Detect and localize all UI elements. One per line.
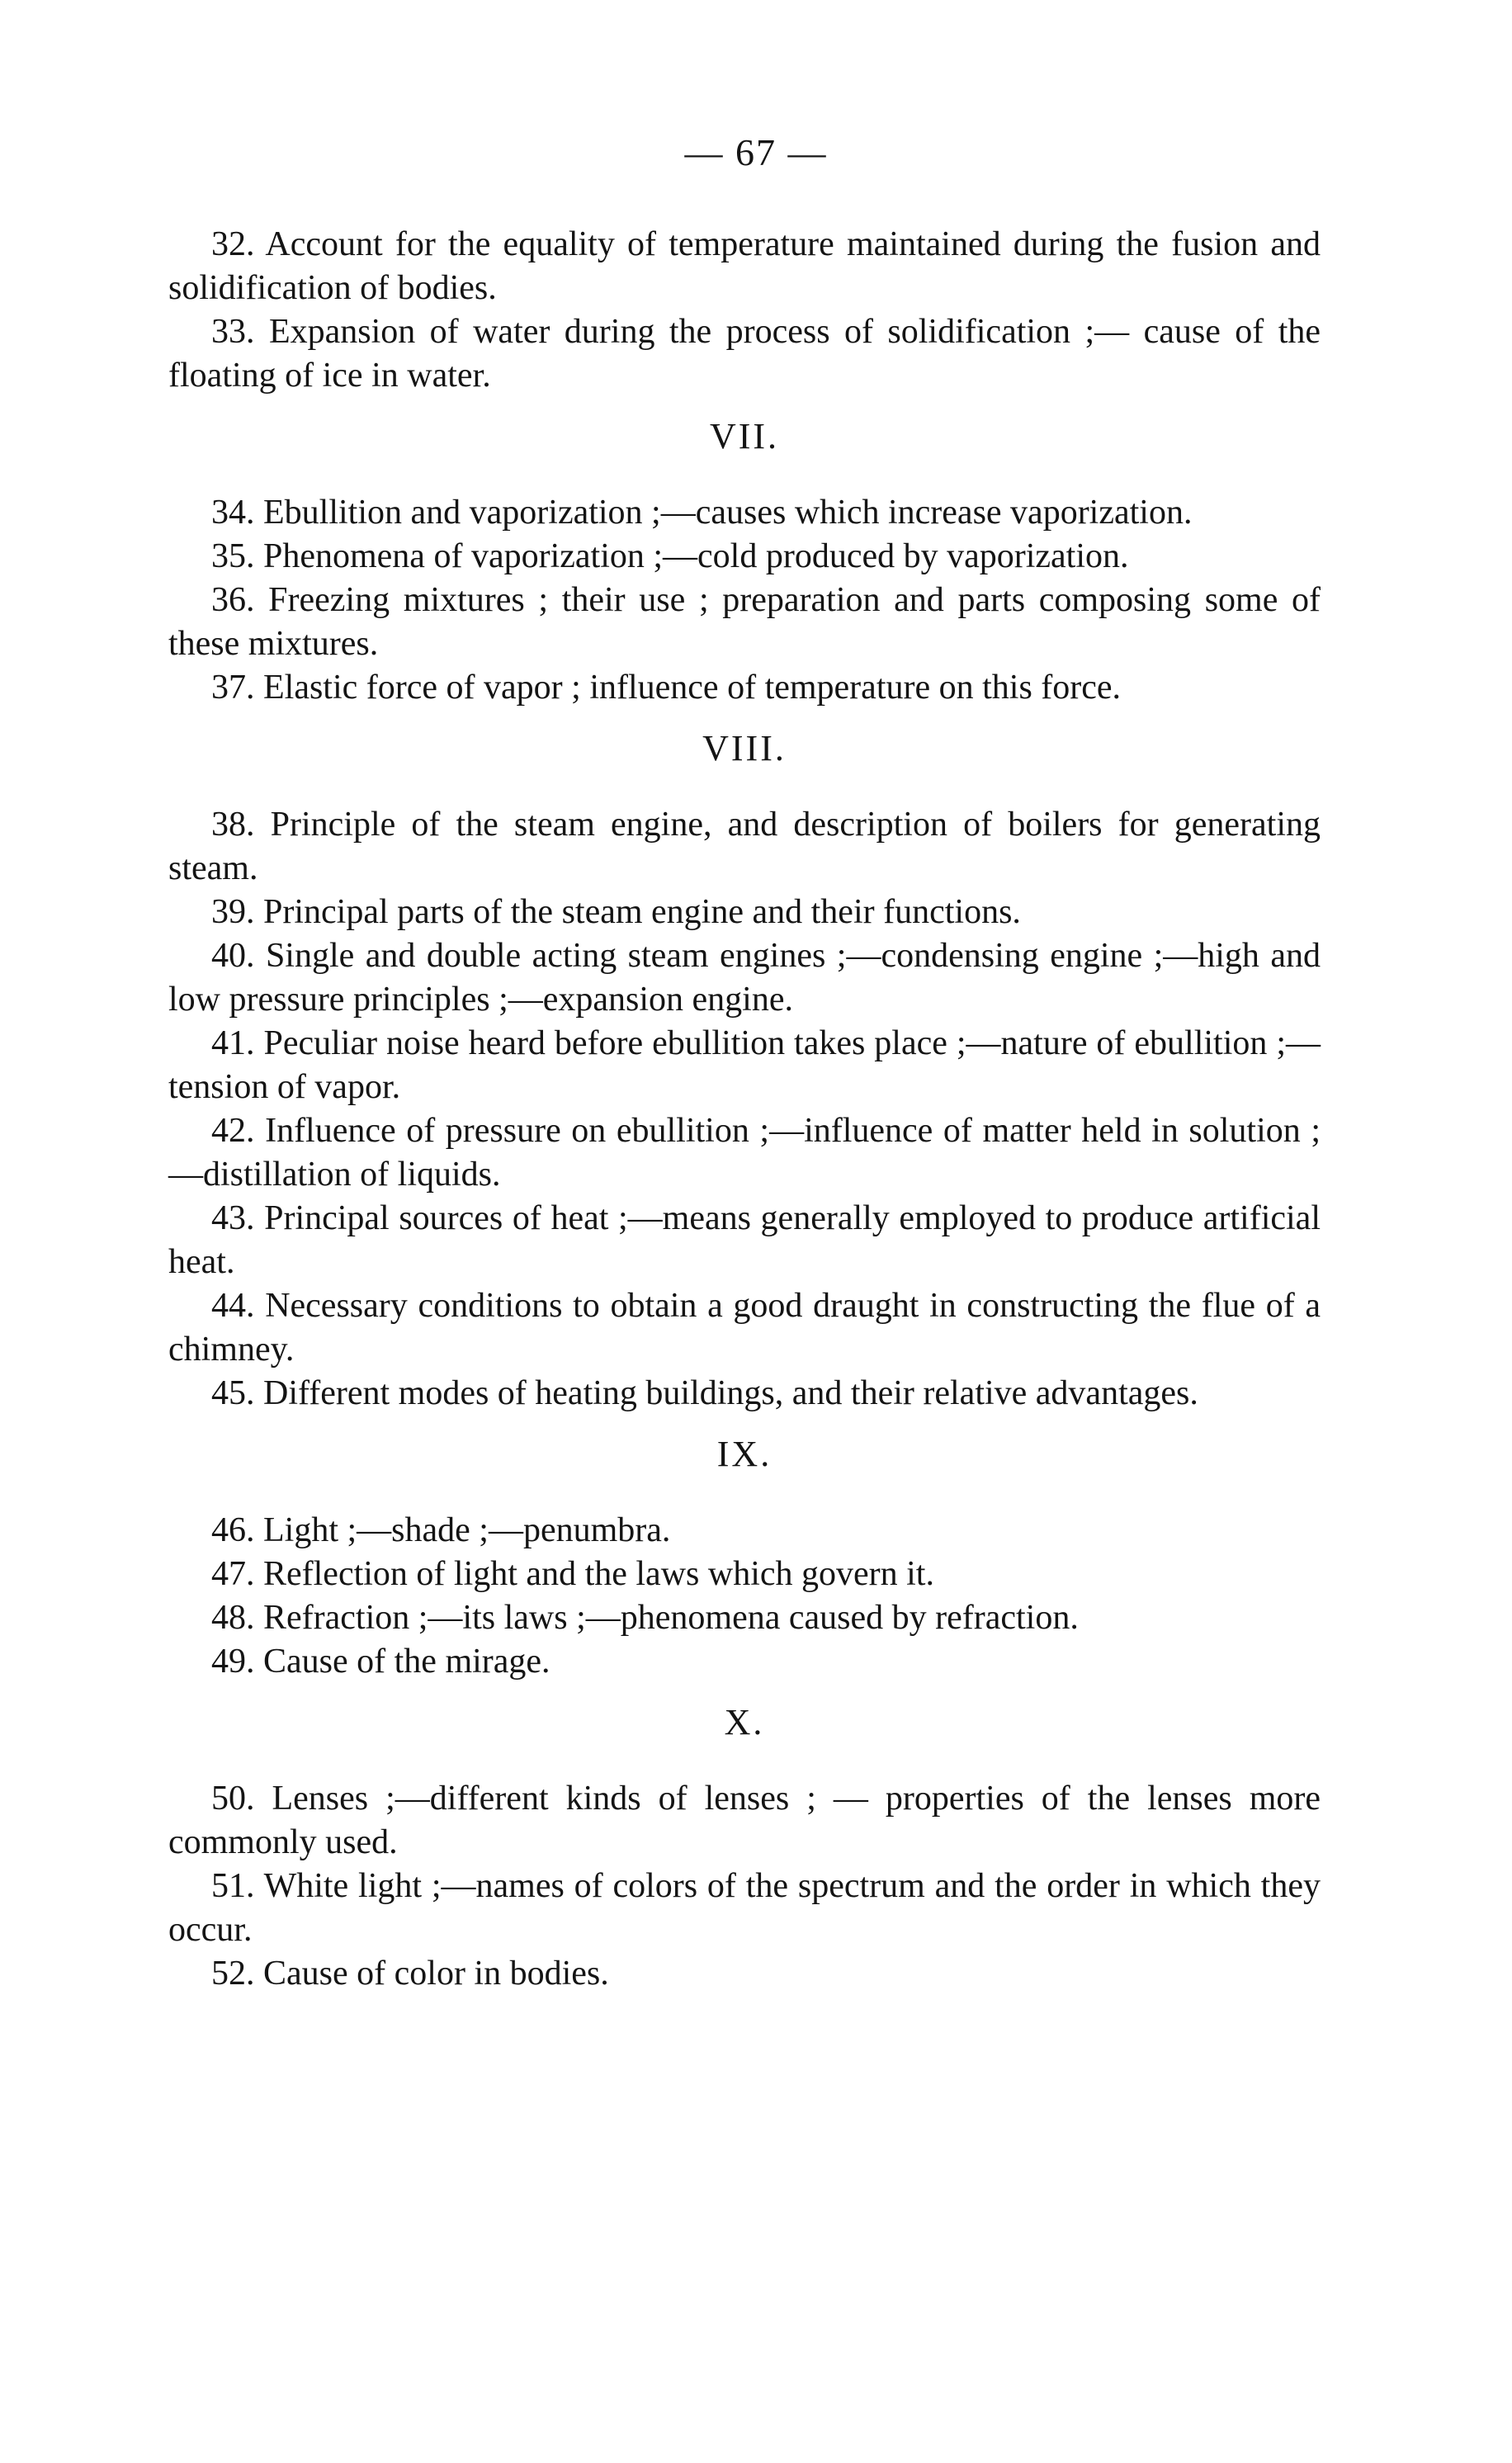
question-list [168, 223, 1321, 1996]
question-text: Elastic force of vapor ; influence of temperature on this force. [263, 669, 1122, 707]
question-text: Light ;—shade ;—penumbra. [263, 1511, 671, 1549]
question-text: Influence of pressure on ebullition ;—influence of matter held in solution ;—distillation of liquids. [168, 1112, 1321, 1194]
question-item [168, 1372, 1321, 1416]
question-item [168, 535, 1321, 579]
question-number: 48. [211, 1599, 255, 1637]
question-item [168, 223, 1321, 310]
question-item [168, 1197, 1321, 1284]
question-item [168, 891, 1321, 934]
question-text: Necessary conditions to obtain a good draught in constructing the flue of a chimney. [168, 1287, 1321, 1369]
question-number: 50. [211, 1780, 255, 1818]
question-item [168, 491, 1321, 535]
question-number: 44. [211, 1287, 255, 1325]
question-item [168, 579, 1321, 666]
question-item [168, 1022, 1321, 1109]
question-number: 36. [211, 581, 255, 619]
question-text: Principal parts of the steam engine and their functions. [263, 893, 1021, 931]
question-text: Peculiar noise heard before ebullition takes place ;—nature of ebullition ;— tension of vapor. [168, 1024, 1321, 1106]
question-number: 43. [211, 1199, 255, 1237]
section-heading: VII. [709, 416, 780, 456]
question-item [168, 1284, 1321, 1372]
section-heading: IX. [716, 1434, 773, 1474]
question-number: 34. [211, 494, 255, 532]
question-number: 47. [211, 1555, 255, 1593]
question-number: 38. [211, 806, 255, 844]
question-item [168, 1777, 1321, 1865]
question-item [168, 1640, 1321, 1684]
question-item [168, 1509, 1321, 1553]
question-item [168, 1952, 1321, 1996]
question-number: 51. [211, 1867, 255, 1905]
question-text: Cause of the mirage. [263, 1643, 550, 1681]
question-number: 45. [211, 1374, 255, 1412]
question-text: Single and double acting steam engines ;—condensing engine ;—high and low pressure principles ;—expansion engine. [168, 937, 1321, 1019]
page-number: — 67 — [684, 131, 828, 173]
question-item [168, 1553, 1321, 1596]
question-item [168, 1865, 1321, 1952]
question-number: 32. [211, 225, 255, 263]
question-text: Refraction ;—its laws ;—phenomena caused by refraction. [263, 1599, 1079, 1637]
question-number: 40. [211, 937, 255, 975]
question-number: 39. [211, 893, 255, 931]
question-text: Different modes of heating buildings, and their relative advantages. [263, 1374, 1198, 1412]
question-number: 33. [211, 313, 255, 351]
question-text: Reflection of light and the laws which govern it. [263, 1555, 934, 1593]
question-text: White light ;—names of colors of the spectrum and the order in which they occur. [168, 1867, 1321, 1949]
question-text: Account for the equality of temperature maintained during the fusion and solidification of bodies. [168, 225, 1321, 307]
section-heading: VIII. [702, 728, 787, 768]
question-item [168, 1109, 1321, 1197]
question-number: 52. [211, 1955, 255, 1993]
question-number: 37. [211, 669, 255, 707]
question-text: Expansion of water during the process of solidification ;— cause of the floating of ice in water. [168, 313, 1321, 395]
question-item [168, 666, 1321, 710]
question-number: 49. [211, 1643, 255, 1681]
question-item [168, 934, 1321, 1022]
section-heading: X. [724, 1702, 765, 1742]
question-item [168, 1596, 1321, 1640]
question-number: 35. [211, 537, 255, 575]
question-text: Lenses ;—different kinds of lenses ; — properties of the lenses more commonly used. [168, 1780, 1321, 1861]
question-text: Freezing mixtures ; their use ; preparation and parts composing some of these mixtures. [168, 581, 1321, 663]
question-number: 42. [211, 1112, 255, 1150]
question-number: 46. [211, 1511, 255, 1549]
question-text: Ebullition and vaporization ;—causes which increase vaporization. [263, 494, 1193, 532]
question-text: Cause of color in bodies. [263, 1955, 609, 1993]
question-text: Phenomena of vaporization ;—cold produced by vaporization. [263, 537, 1129, 575]
question-item [168, 803, 1321, 891]
question-number: 41. [211, 1024, 255, 1062]
question-text: Principle of the steam engine, and description of boilers for generating steam. [168, 806, 1321, 887]
question-text: Principal sources of heat ;—means generally employed to produce artificial heat. [168, 1199, 1321, 1281]
question-item [168, 310, 1321, 398]
